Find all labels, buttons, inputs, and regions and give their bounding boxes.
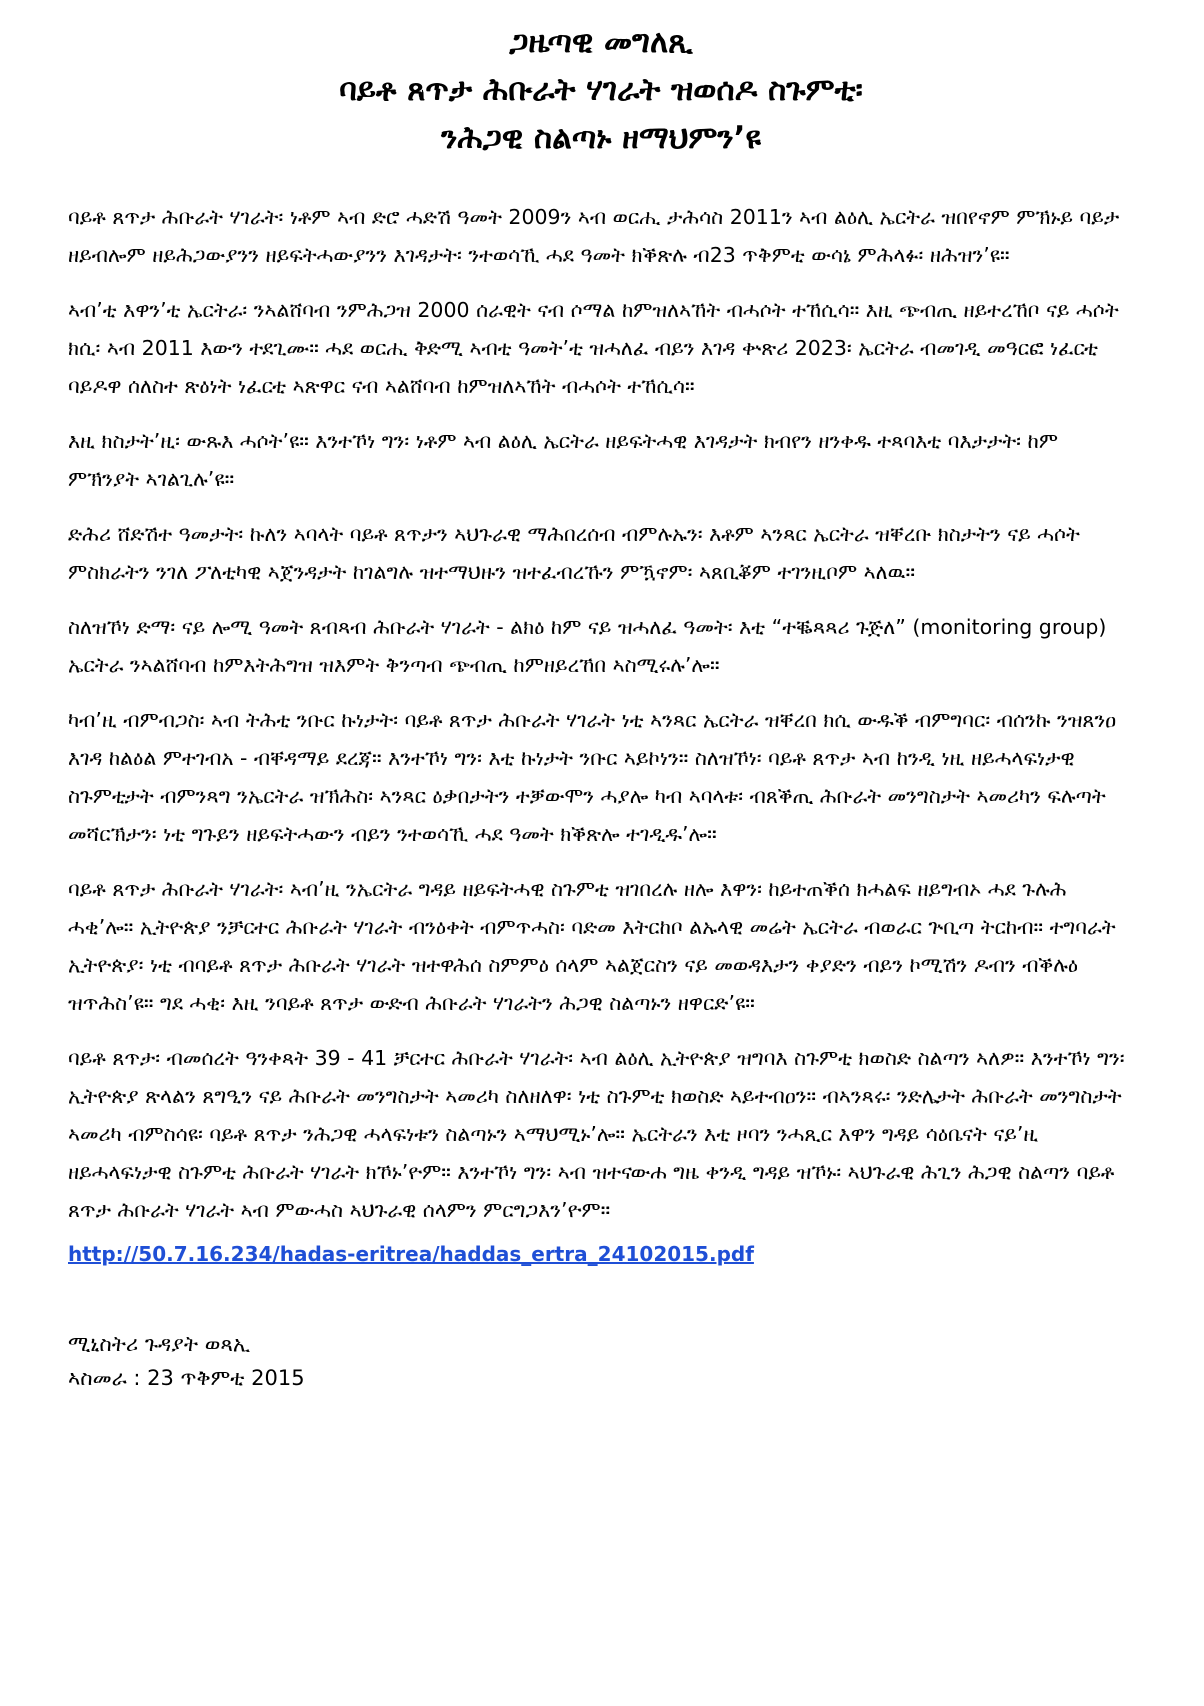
paragraph-8: ባይቶ ጸጥታ፡ ብመሰረት ዓንቀጻት 39 - 41 ቻርተር ሕቡራት ሃገራት፡ ኣብ ልዕሊ ኢትዮጵያ ዝግባእ ስጉምቲ ክወስድ ስልጣን ኣለዎ። እንተኾነ ግን፡ ኢትዮጵያ ጽላልን ጸግዒን ናይ ሕቡራት መንግስታት ኣመሪካ ስለዘለዋ፡ ነቲ ስጉምቲ ክወስድ ኣይተብዐን። ብኣንጻሩ፡ ንድሌታት ሕቡራት መንግስታት ኣመሪካ ብምስሳዩ፡ ባይቶ ጸጥታ ንሕጋዊ ሓላፍነቱን ስልጣኑን ኣማህሚኑ’ሎ። ኤርትራን እቲ ዞባን ንሓጺር እዋን ግዳይ ሳዕቤናት ናይ’ዚ ዘይሓላፍነታዊ ስጉምቲ ሕቡራት ሃገራት ክኾኑ’ዮም። እንተኾነ ግን፡ ኣብ ዝተናውሐ ግዜ ቀንዲ ግዳይ ዝኾኑ፡ ኣህጉራዊ ሕጊን ሕጋዊ ስልጣን ባይቶ ጸጥታ ሕቡራት ሃገራት ኣብ ምውሓስ ኣህጉራዊ ሰላምን ምርግጋእን’ዮም። <box>68 1046 1125 1222</box>
document-title <box>68 18 1134 162</box>
signature-block <box>68 1327 1134 1395</box>
source-link[interactable]: http://50.7.16.234/hadas-eritrea/haddas_ertra_24102015.pdf <box>68 1242 754 1266</box>
paragraph-2: ኣብ’ቲ እዋን’ቲ ኤርትራ፡ ንኣልሸባብ ንምሕጋዝ 2000 ሰራዊት ናብ ሶማል ከምዝለኣኸት ብሓሶት ተኸሲሳ። እዚ ጭብጢ ዘይተረኸቦ ናይ ሓሶት ክሲ፡ ኣብ 2011 እውን ተደጊሙ። ሓደ ወርሒ ቅድሚ ኣብቲ ዓመት’ቲ ዝሓለፈ ብይን እገዳ ቍጽሪ 2023፡ ኤርትራ ብመገዲ መዓርፎ ነፈርቲ ባይዶዋ ሰለስተ ጽዕነት ነፈርቲ ኣጽዋር ናብ ኣልሸባብ ከምዝለኣኸት ብሓሶት ተኸሲሳ። <box>68 298 1119 398</box>
document-body <box>68 198 1134 1267</box>
title-line-3: ንሕጋዊ ስልጣኑ ዘማህምን’ዩ <box>441 120 761 156</box>
paragraph-7: ባይቶ ጸጥታ ሕቡራት ሃገራት፡ ኣብ’ዚ ንኤርትራ ግዳይ ዘይፍትሓዊ ስጉምቲ ዝገበረሉ ዘሎ እዋን፡ ከይተጠቕሰ ክሓልፍ ዘይግብኦ ሓደ ጉሉሕ ሓቂ’ሎ። ኢትዮጵያ ንቻርተር ሕቡራት ሃገራት ብንዕቀት ብምጥሓስ፡ ባድመ እትርከቦ ልኡላዊ መሬት ኤርትራ ብወራር ጕቢጣ ትርከብ። ተግባራት ኢትዮጵያ፡ ነቲ ብባይቶ ጸጥታ ሕቡራት ሃገራት ዝተዋሕሰ ስምምዕ ሰላም ኣልጀርስን ናይ መወዳእታን ቀያድን ብይን ኮሚሽን ዶብን ብቕሉዕ ዝጥሕስ’ዩ። ግደ ሓቂ፡ እዚ ንባይቶ ጸጥታ ውድብ ሕቡራት ሃገራትን ሕጋዊ ስልጣኑን ዘዋርድ’ዩ። <box>68 877 1116 1015</box>
title-line-1: ጋዜጣዊ መግለጺ <box>509 24 693 60</box>
ministry-name: ሚኒስትሪ ጉዳያት ወጻኢ <box>68 1332 251 1356</box>
paragraph-3: እዚ ክስታት’ዚ፡ ውጹእ ሓሶት’ዩ። እንተኾነ ግን፡ ነቶም ኣብ ልዕሊ ኤርትራ ዘይፍትሓዊ እገዳታት ክብየን ዘንቀዱ ተጻባእቲ ባእታታት፡ ከም ምኽንያት ኣገልጊሉ’ዩ። <box>68 429 1058 491</box>
paragraph-6: ካብ’ዚ ብምብጋስ፡ ኣብ ትሕቲ ንቡር ኩነታት፡ ባይቶ ጸጥታ ሕቡራት ሃገራት ነቲ ኣንጻር ኤርትራ ዝቐረበ ክሲ ውዱቕ ብምግባር፡ ብሰንኩ ንዝጸንዐ እገዳ ከልዕል ምተገብአ - ብቐዳማይ ደረጃ። እንተኾነ ግን፡ እቲ ኩነታት ንቡር ኣይኮነን። ስለዝኾነ፡ ባይቶ ጸጥታ ኣብ ከንዲ ነዚ ዘይሓላፍነታዊ ስጉምቲታት ብምንጻግ ንኤርትራ ዝኽሕስ፡ ኣንጻር ዕቃበታትን ተቓውሞን ሓያሎ ካብ ኣባላቱ፡ ብጸቕጢ ሕቡራት መንግስታት ኣመሪካን ፍሉጣት መሻርኽታን፡ ነቲ ግጉይን ዘይፍትሓውን ብይን ንተወሳኺ ሓደ ዓመት ክቕጽሎ ተገዲዱ’ሎ። <box>68 708 1117 846</box>
paragraph-5: ስለዝኾነ ድማ፡ ናይ ሎሚ ዓመት ጸብጻብ ሕቡራት ሃገራት - ልክዕ ከም ናይ ዝሓለፈ ዓመት፡ እቲ “ተቘጻጻሪ ጉጅለ” (monitoring group) ኤርትራ ንኣልሸባብ ከምእትሕግዝ ዝእምት ቅንጣብ ጭብጢ ከምዘይረኸበ ኣስሚሩሉ’ሎ። <box>68 615 1107 677</box>
paragraph-1: ባይቶ ጸጥታ ሕቡራት ሃገራት፡ ነቶም ኣብ ድሮ ሓድሽ ዓመት 2009ን ኣብ ወርሒ ታሕሳስ 2011ን ኣብ ልዕሊ ኤርትራ ዝበየኖም ምኽኑይ ባይታ ዘይብሎም ዘይሕጋውያንን ዘይፍትሓውያንን እገዳታት፡ ንተወሳኺ ሓደ ዓመት ክቕጽሉ ብ23 ጥቅምቲ ውሳኔ ምሕላፉ፡ ዘሕዝን’ዩ። <box>68 205 1120 267</box>
place-date: ኣስመራ : 23 ጥቅምቲ 2015 <box>68 1366 305 1390</box>
paragraph-4: ድሕሪ ሸድሽተ ዓመታት፡ ኩለን ኣባላት ባይቶ ጸጥታን ኣህጉራዊ ማሕበረሰብ ብምሉኡን፡ እቶም ኣንጻር ኤርትራ ዝቐረቡ ክስታትን ናይ ሓሶት ምስክራትን ንገለ ፖለቲካዊ ኣጀንዳታት ከገልግሉ ዝተማህዙን ዝተፈብረኹን ምዃኖም፡ ኣጸቢቖም ተገንዚቦም ኣለዉ። <box>68 522 1080 584</box>
title-line-2: ባይቶ ጸጥታ ሕቡራት ሃገራት ዝወሰዶ ስጉምቲ፡ <box>339 72 863 108</box>
